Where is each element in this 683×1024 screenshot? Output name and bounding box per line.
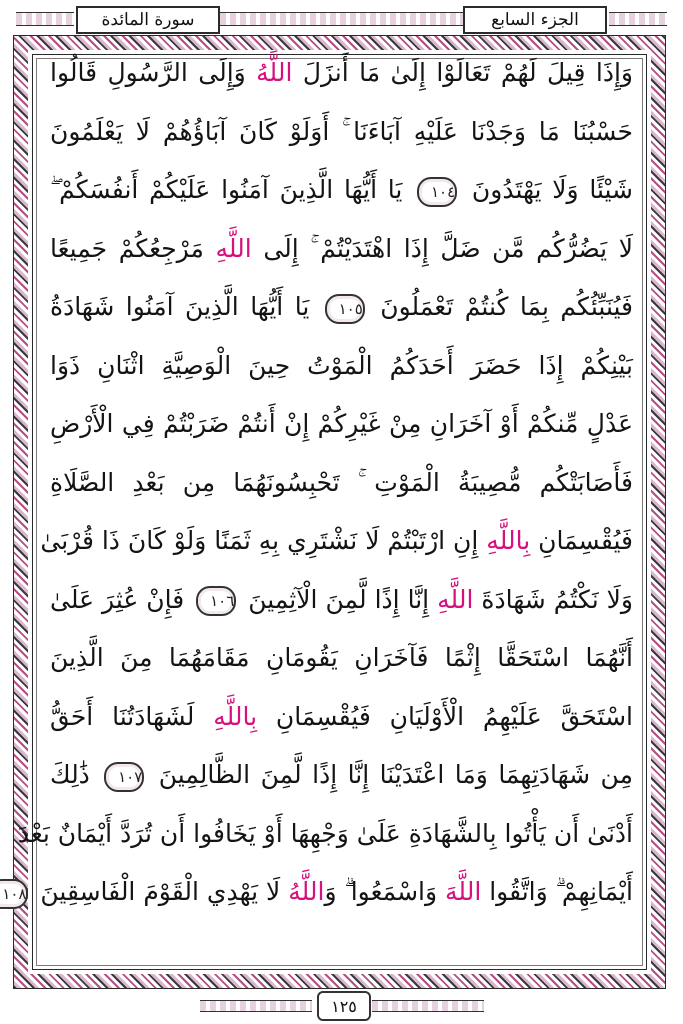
verse-line — [50, 278, 633, 337]
divine-name-highlight: بِاللَّهِ — [486, 526, 531, 555]
verse-text: اسْتَحَقَّ عَلَيْهِمُ الْأَوْلَيَانِ فَيُقْسِمَانِ — [257, 701, 633, 731]
verse-text: إِنَّا إِذًا لَّمِنَ الْآثِمِينَ — [240, 584, 438, 614]
verse-text: فَيُقْسِمَانِ — [530, 526, 633, 555]
verse-line — [50, 395, 633, 454]
verse-line — [50, 688, 633, 747]
verse-text: وَإِلَى الرَّسُولِ قَالُوا — [50, 58, 257, 87]
verse-text: أَيْمَانِهِمْ ۗ وَاتَّقُوا — [481, 877, 633, 906]
verse-text: فَأَصَابَتْكُم مُّصِيبَةُ الْمَوْتِ ۚ تَحْبِسُونَهُمَا مِن بَعْدِ الصَّلَاةِ — [50, 467, 633, 497]
page-number-ornament-left — [200, 1000, 312, 1012]
verse-line — [50, 629, 633, 688]
verse-text: فَإِنْ عُثِرَ عَلَىٰ — [50, 584, 193, 614]
verse-line — [50, 161, 633, 220]
verse-text: عَدْلٍ مِّنكُمْ أَوْ آخَرَانِ مِنْ غَيْرِكُمْ إِنْ أَنتُمْ ضَرَبْتُمْ فِي الْأَرْضِ — [50, 409, 633, 438]
verse-text: لَشَهَادَتُنَا أَحَقُّ — [50, 701, 214, 731]
divine-name-highlight: اللَّهِ — [437, 584, 474, 614]
verse-text: مَرْجِعُكُمْ جَمِيعًا — [50, 233, 216, 263]
ayah-number-marker: ١٠٧ — [104, 762, 144, 792]
divine-name-highlight: اللَّهِ — [215, 233, 252, 263]
verse-text: إِنِ ارْتَبْتُمْ لَا نَشْتَرِي بِهِ ثَمَنًا وَلَوْ كَانَ ذَا قُرْبَىٰ — [40, 526, 487, 555]
verse-text: أَنَّهُمَا اسْتَحَقَّا إِثْمًا فَآخَرَانِ يَقُومَانِ مَقَامَهُمَا مِنَ الَّذِينَ — [50, 643, 633, 672]
verse-text: وَلَا نَكْتُمُ شَهَادَةَ — [473, 584, 634, 614]
surah-name-label: سورة المائدة — [76, 6, 220, 34]
verse-line — [50, 220, 633, 279]
verse-line — [50, 746, 633, 805]
verse-text: بَيْنِكُمْ إِذَا حَضَرَ أَحَدَكُمُ الْمَوْتُ حِينَ الْوَصِيَّةِ اثْنَانِ ذَوَا — [50, 350, 633, 380]
verse-line — [40, 512, 633, 571]
verse-text: لَا يَهْدِي الْقَوْمَ الْفَاسِقِينَ — [32, 877, 289, 906]
divine-name-highlight: اللَّهُ — [256, 58, 293, 87]
verse-text: حَسْبُنَا مَا وَجَدْنَا عَلَيْهِ آبَاءَنَا ۚ أَوَلَوْ كَانَ آبَاؤُهُمْ لَا يَعْلَمُونَ — [50, 116, 633, 146]
page-number-ornament-right — [372, 1000, 484, 1012]
header-ornament-right — [609, 12, 667, 26]
divine-name-highlight: اللَّهَ — [445, 877, 482, 906]
ayah-number-marker: ١٠٦ — [196, 586, 236, 616]
verse-text: مِن شَهَادَتِهِمَا وَمَا اعْتَدَيْنَا إِنَّا إِذًا لَّمِنَ الظَّالِمِينَ — [148, 760, 633, 789]
verse-text: يَا أَيُّهَا الَّذِينَ آمَنُوا شَهَادَةُ — [50, 292, 321, 321]
juz-label: الجزء السابع — [463, 6, 607, 34]
divine-name-highlight: بِاللَّهِ — [213, 701, 258, 731]
verse-line — [50, 571, 633, 630]
ayah-number-marker: ١٠٥ — [325, 294, 365, 324]
verse-text: ذَٰلِكَ — [50, 760, 101, 789]
ayah-number-marker: ١٠٨ — [0, 879, 28, 909]
verse-text: وَإِذَا قِيلَ لَهُمْ تَعَالَوْا إِلَىٰ مَا أَنزَلَ — [292, 58, 633, 87]
verse-line — [2, 863, 633, 922]
verse-text: فَيُنَبِّئُكُم بِمَا كُنتُمْ تَعْمَلُونَ — [368, 292, 633, 321]
verse-text: يَا أَيُّهَا الَّذِينَ آمَنُوا عَلَيْكُمْ أَنفُسَكُمْ ۖ — [50, 175, 414, 204]
divine-name-highlight: اللَّهُ — [288, 877, 325, 906]
verse-line — [50, 337, 633, 396]
header-ornament-center — [220, 12, 463, 26]
page-header — [16, 4, 667, 34]
header-ornament-left — [16, 12, 74, 26]
ayah-number-marker: ١٠٤ — [417, 177, 457, 207]
page-number: ١٢٥ — [317, 991, 371, 1021]
verse-text: أَدْنَىٰ أَن يَأْتُوا بِالشَّهَادَةِ عَلَىٰ وَجْهِهَا أَوْ يَخَافُوا أَن تُرَدَّ أَيْمَانٌ بَعْدَ — [17, 818, 633, 848]
verse-line — [17, 805, 633, 864]
verse-text: وَاسْمَعُوا ۗ وَ — [324, 877, 446, 906]
quran-text-area — [2, 44, 634, 974]
verse-text: شَيْئًا وَلَا يَهْتَدُونَ — [461, 175, 634, 204]
verse-line — [50, 103, 633, 162]
verse-text: لَا يَضُرُّكُم مَّن ضَلَّ إِذَا اهْتَدَيْتُمْ ۚ إِلَى — [251, 233, 633, 263]
verse-line — [50, 454, 633, 513]
verse-line — [50, 44, 633, 103]
